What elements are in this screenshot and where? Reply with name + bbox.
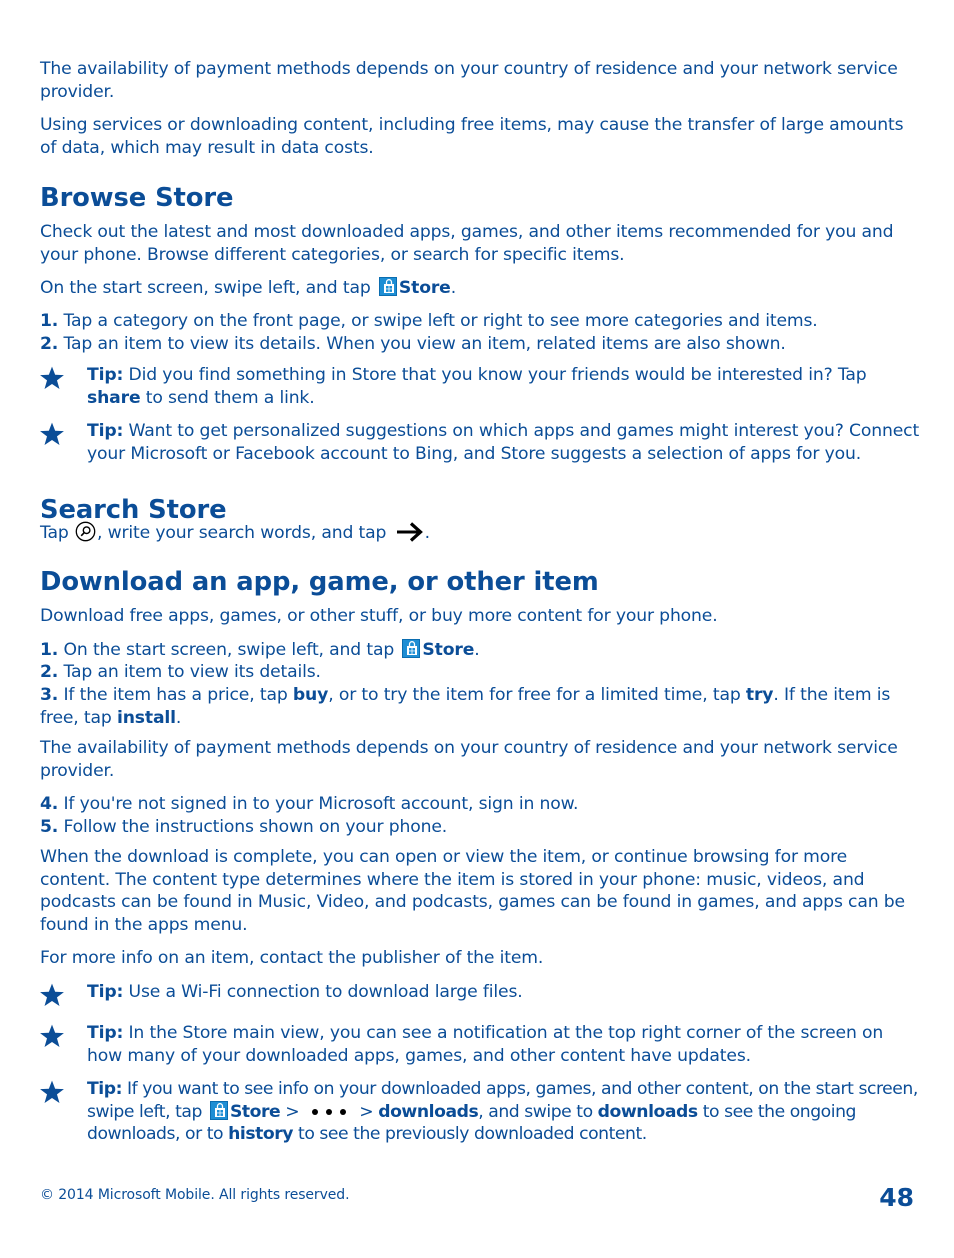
star-icon <box>39 982 65 1008</box>
star-icon <box>39 421 65 447</box>
page-number: 48 <box>879 1183 914 1212</box>
intro-paragraph-2: Using services or downloading content, including free items, may cause the transfer of large amounts of data, which may result in data costs. <box>40 115 904 158</box>
tip-share: Tip: Did you find something in Store that you know your friends would be interested in? Tap share to send them a link. <box>87 365 867 408</box>
tip-notifications: Tip: In the Store main view, you can see a notification at the top right corner of the screen on how many of your downloaded apps, games, and other content have updates. <box>87 1023 884 1066</box>
browse-store-heading: Browse Store <box>40 183 234 213</box>
browse-open-instruction: On the start screen, swipe left, and tap Store. <box>40 278 457 298</box>
download-step-3: 3. If the item has a price, tap buy, or to try the item for free for a limited time, tap try. If the item is free, tap install. <box>40 685 891 728</box>
browse-description: Check out the latest and most downloaded apps, games, and other items recommended for you and your phone. Browse different categories, or search for specific items. <box>40 222 894 265</box>
search-instruction: Tap , write your search words, and tap . <box>40 523 430 543</box>
store-icon <box>210 1101 228 1120</box>
download-step-5: 5. Follow the instructions shown on your phone. <box>40 817 448 837</box>
star-icon <box>39 1023 65 1049</box>
star-icon <box>39 1079 65 1105</box>
arrow-right-icon <box>396 521 424 543</box>
download-heading: Download an app, game, or other item <box>40 567 599 597</box>
store-icon <box>379 277 397 296</box>
download-availability: The availability of payment methods depends on your country of residence and your network service provider. <box>40 738 898 781</box>
tip-wifi: Tip: Use a Wi-Fi connection to download large files. <box>87 982 523 1002</box>
intro-paragraph-1: The availability of payment methods depends on your country of residence and your network service provider. <box>40 59 898 102</box>
store-label: Store <box>398 278 451 298</box>
browse-step-2: 2. Tap an item to view its details. When you view an item, related items are also shown. <box>40 334 786 354</box>
copyright: © 2014 Microsoft Mobile. All rights reserved. <box>40 1187 350 1203</box>
browse-step-1: 1. Tap a category on the front page, or swipe left or right to see more categories and items. <box>40 311 818 331</box>
star-icon <box>39 365 65 391</box>
download-complete: When the download is complete, you can open or view the item, or continue browsing for more content. The content type determines where the item is stored in your phone: music, videos, and podcasts can be found in Music, Video, and podcasts, games can be found in games, and apps can be found in the apps menu. <box>40 847 905 935</box>
tip-downloads-info: Tip: If you want to see info on your downloaded apps, games, and other content, on the start screen, swipe left, tap Store > > downloads, and swipe to downloads to see the ongoing downloads, or to history to see the previously downloaded content. <box>87 1079 918 1145</box>
search-store-heading: Search Store <box>40 495 227 525</box>
download-step-1: 1. On the start screen, swipe left, and tap Store. <box>40 640 480 660</box>
more-dots-icon <box>310 1108 348 1116</box>
download-more-info: For more info on an item, contact the publisher of the item. <box>40 948 544 968</box>
download-step-2: 2. Tap an item to view its details. <box>40 662 321 682</box>
store-icon <box>402 639 420 658</box>
download-step-4: 4. If you're not signed in to your Microsoft account, sign in now. <box>40 794 579 814</box>
tip-personalized: Tip: Want to get personalized suggestions on which apps and games might interest you? Connect your Microsoft or Facebook account to Bing, and Store suggests a selection of apps for you. <box>87 421 920 464</box>
download-description: Download free apps, games, or other stuff, or buy more content for your phone. <box>40 606 718 626</box>
search-icon <box>75 521 96 542</box>
